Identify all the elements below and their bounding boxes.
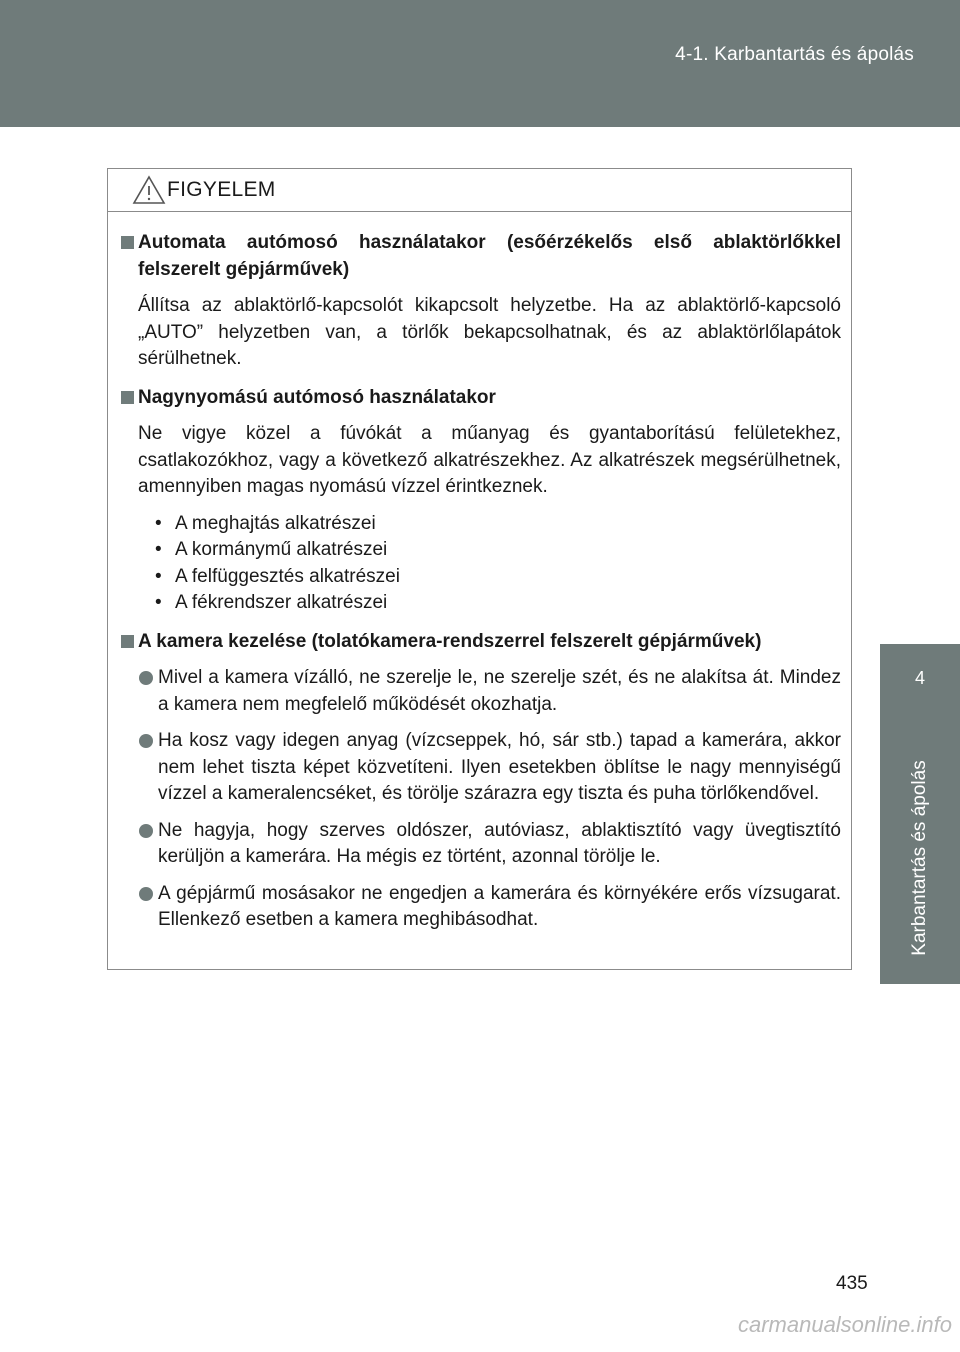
square-bullet-icon bbox=[121, 635, 134, 648]
section-paragraph: Ne vigye közel a fúvókát a műanyag és gyantaborítású felületekhez, csatlakozókhoz, vagy a következő alkatrészekhez. Az alkatrészek megsérülhetnek, amennyiben magas nyomású vízzel érintkeznek. bbox=[138, 423, 841, 497]
warning-content bbox=[108, 212, 851, 934]
list-item: Ha kosz vagy idegen anyag (vízcseppek, hó, sár stb.) tapad a kamerára, akkor nem lehet tiszta képet közvetíteni. Ilyen esetekben öblítse le nagy mennyiségű vízzel a kameralencséket, és törölje szárazra egy tiszta és puha törlőkendővel. bbox=[118, 728, 841, 808]
watermark-text: carmanualsonline.info bbox=[737, 1312, 952, 1337]
section-heading: A kamera kezelése (tolatókamera-rendszerrel felszerelt gépjárművek) bbox=[118, 629, 841, 656]
square-bullet-icon bbox=[121, 391, 134, 404]
warning-header bbox=[108, 169, 851, 212]
list-item: Ne hagyja, hogy szerves oldószer, autóviasz, ablaktisztító vagy üvegtisztító kerüljön a kamerára. Ha mégis ez történt, azonnal törölje le. bbox=[118, 818, 841, 871]
list-item: Mivel a kamera vízálló, ne szerelje le, ne szerelje szét, és ne alakítsa át. Mindez a kamera nem megfelelő működését okozhatja. bbox=[118, 665, 841, 718]
page-number: 435 bbox=[836, 1273, 868, 1294]
warning-triangle-icon bbox=[132, 175, 166, 205]
list-item: • A meghajtás alkatrészei bbox=[155, 512, 376, 534]
chapter-label: Karbantartás és ápolás bbox=[909, 760, 930, 956]
list-item: • A fékrendszer alkatrészei bbox=[155, 592, 388, 613]
list-item: • A kormánymű alkatrészei bbox=[155, 539, 388, 560]
section-heading: Automata autómosó használatakor (esőérzékelős első ablaktörlőkkel felszerelt gépjárművek) bbox=[118, 230, 841, 283]
warning-box bbox=[107, 168, 852, 970]
circle-bullet-icon bbox=[139, 734, 153, 748]
section-paragraph: Állítsa az ablaktörlő-kapcsolót kikapcsolt helyzetbe. Ha az ablaktörlő-kapcsoló „AUTO” helyzetben van, a törlők bekapcsolhatnak, és az ablaktörlőlapátok sérülhetnek. bbox=[138, 295, 841, 369]
square-bullet-icon bbox=[121, 236, 134, 249]
circle-bullet-icon bbox=[139, 887, 153, 901]
chapter-side-tab bbox=[880, 644, 960, 984]
circle-bullet-icon bbox=[139, 824, 153, 838]
chapter-number: 4 bbox=[914, 668, 925, 688]
list-item: • A felfüggesztés alkatrészei bbox=[155, 565, 400, 587]
circle-bullet-icon bbox=[139, 671, 153, 685]
watermark bbox=[720, 1308, 960, 1344]
section-title: 4-1. Karbantartás és ápolás bbox=[675, 44, 914, 65]
warning-title: FIGYELEM bbox=[167, 178, 276, 201]
section-heading: Nagynyomású autómosó használatakor bbox=[118, 385, 841, 412]
header-band bbox=[0, 0, 960, 127]
parts-list bbox=[118, 511, 841, 617]
list-item: A gépjármű mosásakor ne engedjen a kamerára és környékére erős vízsugarat. Ellenkező esetben a kamera meghibásodhat. bbox=[118, 881, 841, 934]
